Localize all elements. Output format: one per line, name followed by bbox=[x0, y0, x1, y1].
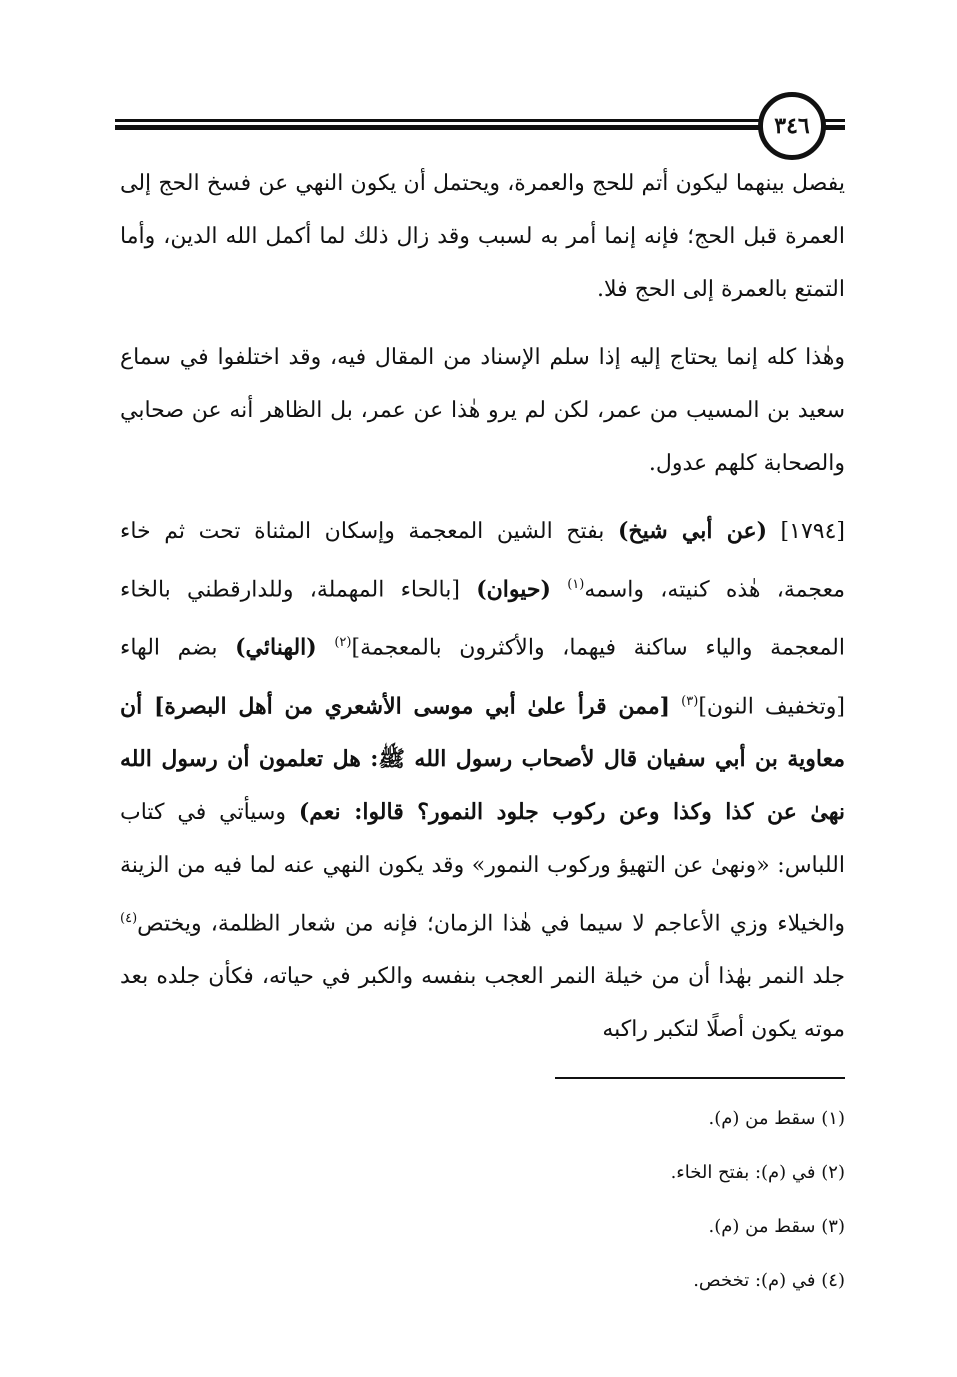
footnote bbox=[500, 1104, 845, 1140]
footnotes bbox=[500, 1104, 845, 1320]
footnote-number: (٣) bbox=[821, 1216, 845, 1237]
footnote-ref: (٢) bbox=[334, 635, 352, 651]
footnote bbox=[500, 1266, 845, 1302]
footnote-text: في (م): بفتح الخاء. bbox=[670, 1162, 816, 1183]
text-segment: بفتح الشين المعجمة وإسكان المثناة تحت ثم خاء معجمة، هٰذه كنيته، واسمه bbox=[120, 519, 846, 603]
header-rule bbox=[115, 119, 760, 122]
paragraph bbox=[120, 505, 845, 1056]
footnote-number: (٢) bbox=[821, 1162, 845, 1183]
text-segment: يفصل بينهما ليكون أتم للحج والعمرة، ويحتمل أن يكون النهي عن فسخ الحج إلى العمرة قبل الحج؛ فإنه إنما أمر به لسبب وقد زال ذلك لما أكمل الله الدين، وأما التمتع بالعمرة إلى الحج فلا. bbox=[120, 171, 845, 302]
page-header bbox=[115, 92, 845, 158]
paragraph bbox=[120, 331, 845, 490]
main-text bbox=[120, 157, 845, 1071]
text-segment: [بالحاء المهملة، وللدارقطني بالخاء المعجمة والياء ساكنة فيهما، والأكثرون بالمعجمة] bbox=[120, 577, 845, 661]
footnote-text: سقط من (م). bbox=[708, 1216, 816, 1237]
text-segment: وسيأتي في كتاب اللباس: «ونهىٰ عن التهيؤ وركوب النمور» وقد يكون النهي عنه لما فيه من الزينة والخيلاء وزي الأعاجم لا سيما في هٰذا الزمان؛ فإنه من شعار الظلمة، ويختص bbox=[120, 799, 845, 937]
footnote-text: سقط من (م). bbox=[708, 1108, 816, 1129]
footnote-ref: (١) bbox=[567, 577, 585, 592]
header-rule bbox=[115, 125, 760, 130]
bold-text: (عن أبي شيخ) bbox=[617, 518, 767, 544]
footnote-text: في (م): تخخص. bbox=[693, 1270, 816, 1291]
text-segment bbox=[670, 694, 681, 719]
bold-text: [ممن قرأ علىٰ أبي موسى الأشعري من أهل البصرة] أن معاوية بن أبي سفيان قال لأصحاب رسول الله ﷺ: هل تعلمون أن رسول الله نهىٰ عن كذا وكذا وعن ركوب جلود النمور؟ قالوا: نعم) bbox=[120, 692, 845, 825]
paragraph bbox=[120, 157, 845, 316]
bold-text: (حيوان) bbox=[476, 576, 551, 603]
footnote-ref: (٣) bbox=[681, 693, 699, 709]
footnote-separator bbox=[555, 1077, 845, 1079]
text-segment: جلد النمر بهٰذا أن من خيلة النمر العجب بنفسه والكبر في حياته، فكأن جلده بعد موته يكون أصلًا لتكبر راكبه bbox=[120, 964, 845, 1043]
footnote-number: (٤) bbox=[821, 1270, 845, 1291]
footnote-ref: (٤) bbox=[120, 910, 138, 926]
text-segment: [١٧٩٤] bbox=[766, 519, 846, 544]
page-number: ٣٤٦ bbox=[758, 92, 826, 160]
text-segment: بضم الهاء [وتخفيف النون] bbox=[120, 635, 846, 719]
footnote bbox=[500, 1212, 845, 1248]
bold-text: (الهنائي) bbox=[235, 634, 317, 661]
text-segment: وهٰذا كله إنما يحتاج إليه إذا سلم الإسناد من المقال فيه، وقد اختلفوا في سماع سعيد بن المسيب من عمر، لكن لم يرو هٰذا عن عمر، بل الظاهر أنه عن صحابي والصحابة كلهم عدول. bbox=[120, 345, 845, 476]
text-segment bbox=[551, 577, 567, 602]
footnote-number: (١) bbox=[821, 1108, 845, 1129]
footnote bbox=[500, 1158, 845, 1194]
text-segment bbox=[317, 636, 335, 661]
